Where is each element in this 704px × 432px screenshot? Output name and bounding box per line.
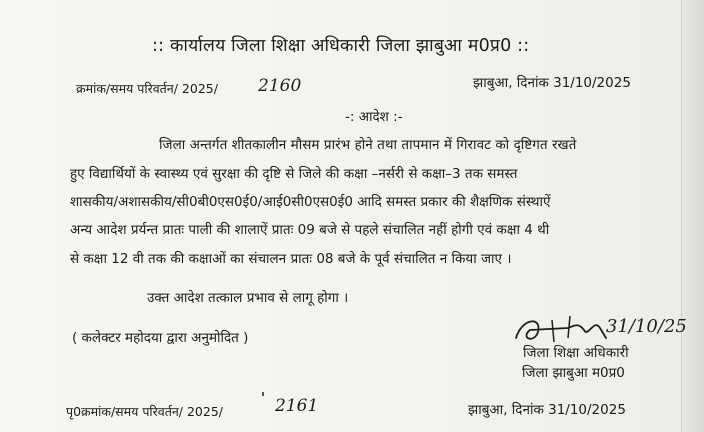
page-edge — [681, 0, 704, 432]
signatory-place: जिला झाबुआ म0प्र0 — [522, 365, 625, 381]
approval-note: ( कलेक्टर महोदया द्वारा अनुमोदित ) — [72, 330, 249, 346]
endorsement-date: झाबुआ, दिनांक 31/10/2025 — [468, 402, 626, 418]
signatory-designation: जिला शिक्षा अधिकारी — [523, 345, 629, 361]
order-heading: -: आदेश :- — [345, 109, 403, 125]
order-line: से कक्षा 12 वी तक की कक्षाओं का संचालन प्रातः 08 बजे के पूर्व संचालित न किया जाए । — [70, 251, 512, 267]
order-line: अन्य आदेश प्रर्यन्त प्रातः पाली की शालाऐं प्रातः 09 बजे से पहले संचालित नहीं होगी एवं कक्षा 4 थी — [70, 222, 550, 238]
order-line: शासकीय/अशासकीय/सी0बी0एस0ई0/आई0सी0एस0ई0 आदि समस्त प्रकार की शैक्षणिक संस्थाऐं — [70, 194, 551, 210]
effect-line: उक्त आदेश तत्काल प्रभाव से लागू होगा । — [147, 290, 349, 306]
ink-dot — [262, 392, 264, 396]
issue-date: झाबुआ, दिनांक 31/10/2025 — [473, 75, 631, 91]
handwritten-endorsement-number: 2161 — [275, 396, 319, 416]
office-title: :: कार्यालय जिला शिक्षा अधिकारी जिला झाबुआ म0प्र0 :: — [152, 36, 530, 56]
reference-number: क्रमांक/समय परिवर्तन/ 2025/ — [76, 81, 218, 96]
handwritten-reference: 2160 — [258, 76, 302, 96]
endorsement-reference: पृ0क्रमांक/समय परिवर्तन/ 2025/ — [66, 404, 223, 419]
order-line: हुए विद्यार्थियों के स्वास्थ्य एवं सुरक्षा की दृष्टि से जिले की कक्षा –नर्सरी से कक्षा–3 तक समस्त — [70, 166, 518, 182]
order-line: जिला अन्तर्गत शीतकालीन मौसम प्रारंभ होने तथा तापमान में गिरावट को दृष्टिगत रखते — [159, 137, 577, 153]
signature-date: 31/10/25 — [606, 316, 687, 337]
